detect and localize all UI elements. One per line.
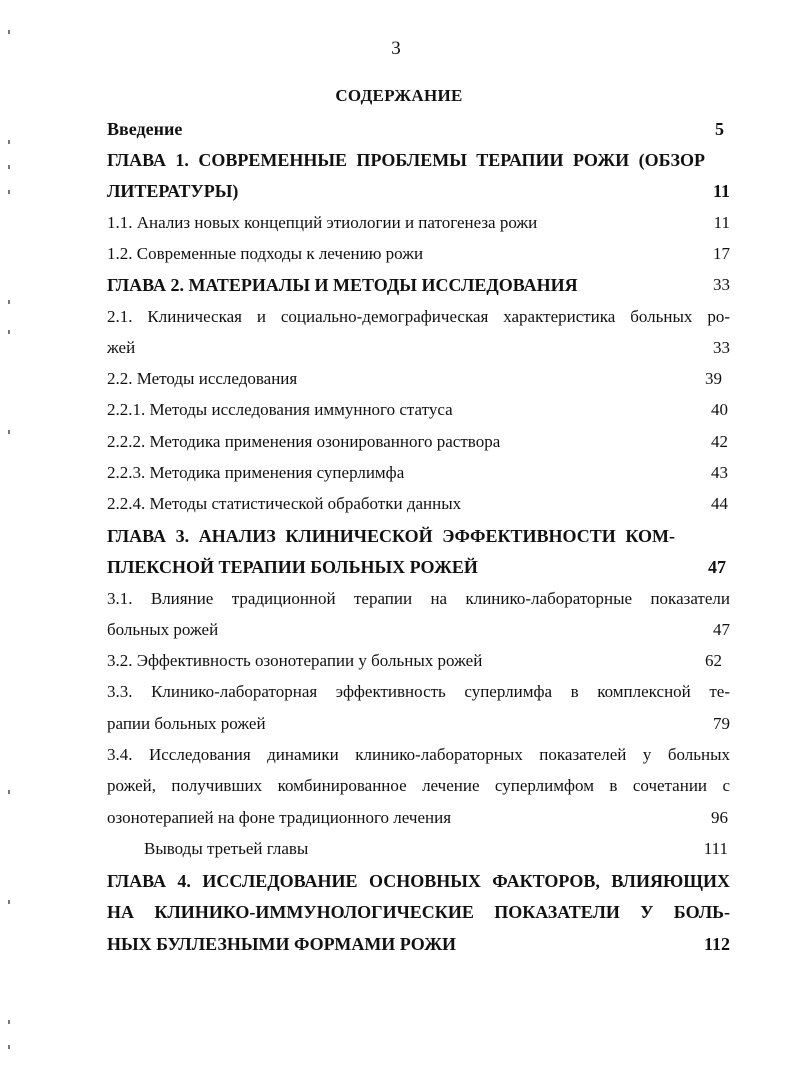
entry-text: 1.1. Анализ новых концепций этиологии и патогенеза рожи (107, 213, 538, 232)
toc-entry-conclusions-3[interactable] (107, 838, 730, 860)
entry-page: 11 (713, 213, 730, 232)
scan-speck (8, 1045, 10, 1049)
entry-3-4-line-2: рожей, получивших комбинированное лечение суперлимфом в сочетании с (107, 776, 730, 795)
entry-page: 33 (713, 275, 730, 294)
toc-entry-1-2[interactable] (107, 243, 730, 265)
toc-entry-introduction[interactable] (107, 118, 730, 140)
entry-text: больных рожей (107, 620, 219, 639)
entry-page: 79 (713, 714, 730, 733)
scan-speck (8, 900, 10, 904)
entry-page: 42 (711, 432, 728, 451)
entry-page: 11 (712, 181, 730, 201)
scan-speck (8, 140, 10, 144)
page-number: 3 (391, 38, 401, 59)
entry-3-3-line-1: 3.3. Клинико-лабораторная эффективность суперлимфа в комплексной те- (107, 682, 730, 701)
entry-page: 40 (711, 400, 728, 419)
chapter-3-line-2-row (107, 556, 730, 578)
scan-speck (8, 430, 10, 434)
entry-3-4-line-1: 3.4. Исследования динамики клинико-лабораторных показателей у больных (107, 745, 730, 764)
entry-text: ГЛАВА 2. МАТЕРИАЛЫ И МЕТОДЫ ИССЛЕДОВАНИЯ (107, 275, 578, 295)
chapter-4-line-2: НА КЛИНИКО-ИММУНОЛОГИЧЕСКИЕ ПОКАЗАТЕЛИ У БОЛЬ- (107, 902, 730, 922)
entry-text: 2.2.3. Методика применения суперлимфа (107, 463, 405, 482)
scan-speck (8, 165, 10, 169)
entry-2-1-line-1: 2.1. Клиническая и социально-демографическая характеристика больных ро- (107, 307, 730, 326)
chapter-3-line-1: ГЛАВА 3. АНАЛИЗ КЛИНИЧЕСКОЙ ЭФФЕКТИВНОСТИ КОМ- (107, 526, 675, 546)
toc-entry-chapter-2[interactable] (107, 274, 730, 296)
entry-text: 1.2. Современные подходы к лечению рожи (107, 244, 424, 263)
scan-speck (8, 330, 10, 334)
scan-speck (8, 300, 10, 304)
entry-3-4-line-3-row (107, 807, 730, 829)
entry-page: 39 (705, 369, 722, 388)
entry-page: 33 (713, 338, 730, 357)
entry-text: ЛИТЕРАТУРЫ) (107, 181, 239, 201)
entry-text: 3.2. Эффективность озонотерапии у больных рожей (107, 651, 483, 670)
toc-entry-2-2-3[interactable] (107, 462, 730, 484)
toc-entry-2-2-2[interactable] (107, 431, 730, 453)
entry-page: 47 (713, 620, 730, 639)
toc-entry-2-2-4[interactable] (107, 493, 730, 515)
chapter-1-line-1: ГЛАВА 1. СОВРЕМЕННЫЕ ПРОБЛЕМЫ ТЕРАПИИ РОЖИ (ОБЗОР (107, 150, 705, 170)
entry-text: 2.2.1. Методы исследования иммунного статуса (107, 400, 453, 419)
entry-page: 96 (711, 808, 728, 827)
toc-title: СОДЕРЖАНИЕ (335, 86, 463, 105)
entry-2-1-line-2-row (107, 337, 730, 359)
entry-text: 2.2. Методы исследования (107, 369, 298, 388)
entry-page: 44 (711, 494, 728, 513)
entry-page: 43 (711, 463, 728, 482)
scan-speck (8, 1020, 10, 1024)
entry-text: 2.2.2. Методика применения озонированного раствора (107, 432, 501, 451)
scan-speck (8, 790, 10, 794)
scan-speck (8, 190, 10, 194)
entry-text: озонотерапией на фоне традиционного лечения (107, 808, 452, 827)
chapter-4-line-3-row (107, 933, 730, 955)
entry-page: 47 (708, 557, 726, 577)
toc-entry-2-2[interactable] (107, 368, 730, 390)
chapter-1-line-2-row (107, 180, 730, 202)
entry-page: 112 (703, 934, 730, 954)
chapter-4-line-1: ГЛАВА 4. ИССЛЕДОВАНИЕ ОСНОВНЫХ ФАКТОРОВ, ВЛИЯЮЩИХ (107, 871, 730, 891)
entry-text: рапии больных рожей (107, 714, 266, 733)
toc-entry-2-2-1[interactable] (107, 399, 730, 421)
toc-entry-1-1[interactable] (107, 212, 730, 234)
entry-page: 17 (713, 244, 730, 263)
entry-text: Выводы третьей главы (144, 839, 309, 858)
entry-page: 5 (715, 119, 724, 139)
entry-text: 2.2.4. Методы статистической обработки данных (107, 494, 462, 513)
entry-text: жей (107, 338, 136, 357)
entry-page: 111 (703, 839, 728, 858)
entry-page: 62 (705, 651, 722, 670)
entry-3-1-line-1: 3.1. Влияние традиционной терапии на клинико-лабораторные показатели (107, 589, 730, 608)
entry-text: ПЛЕКСНОЙ ТЕРАПИИ БОЛЬНЫХ РОЖЕЙ (107, 557, 478, 577)
entry-text: Введение (107, 119, 183, 139)
scan-speck (8, 30, 10, 34)
toc-entry-3-2[interactable] (107, 650, 730, 672)
entry-text: НЫХ БУЛЛЕЗНЫМИ ФОРМАМИ РОЖИ (107, 934, 457, 954)
entry-3-3-line-2-row (107, 713, 730, 735)
entry-3-1-line-2-row (107, 619, 730, 641)
